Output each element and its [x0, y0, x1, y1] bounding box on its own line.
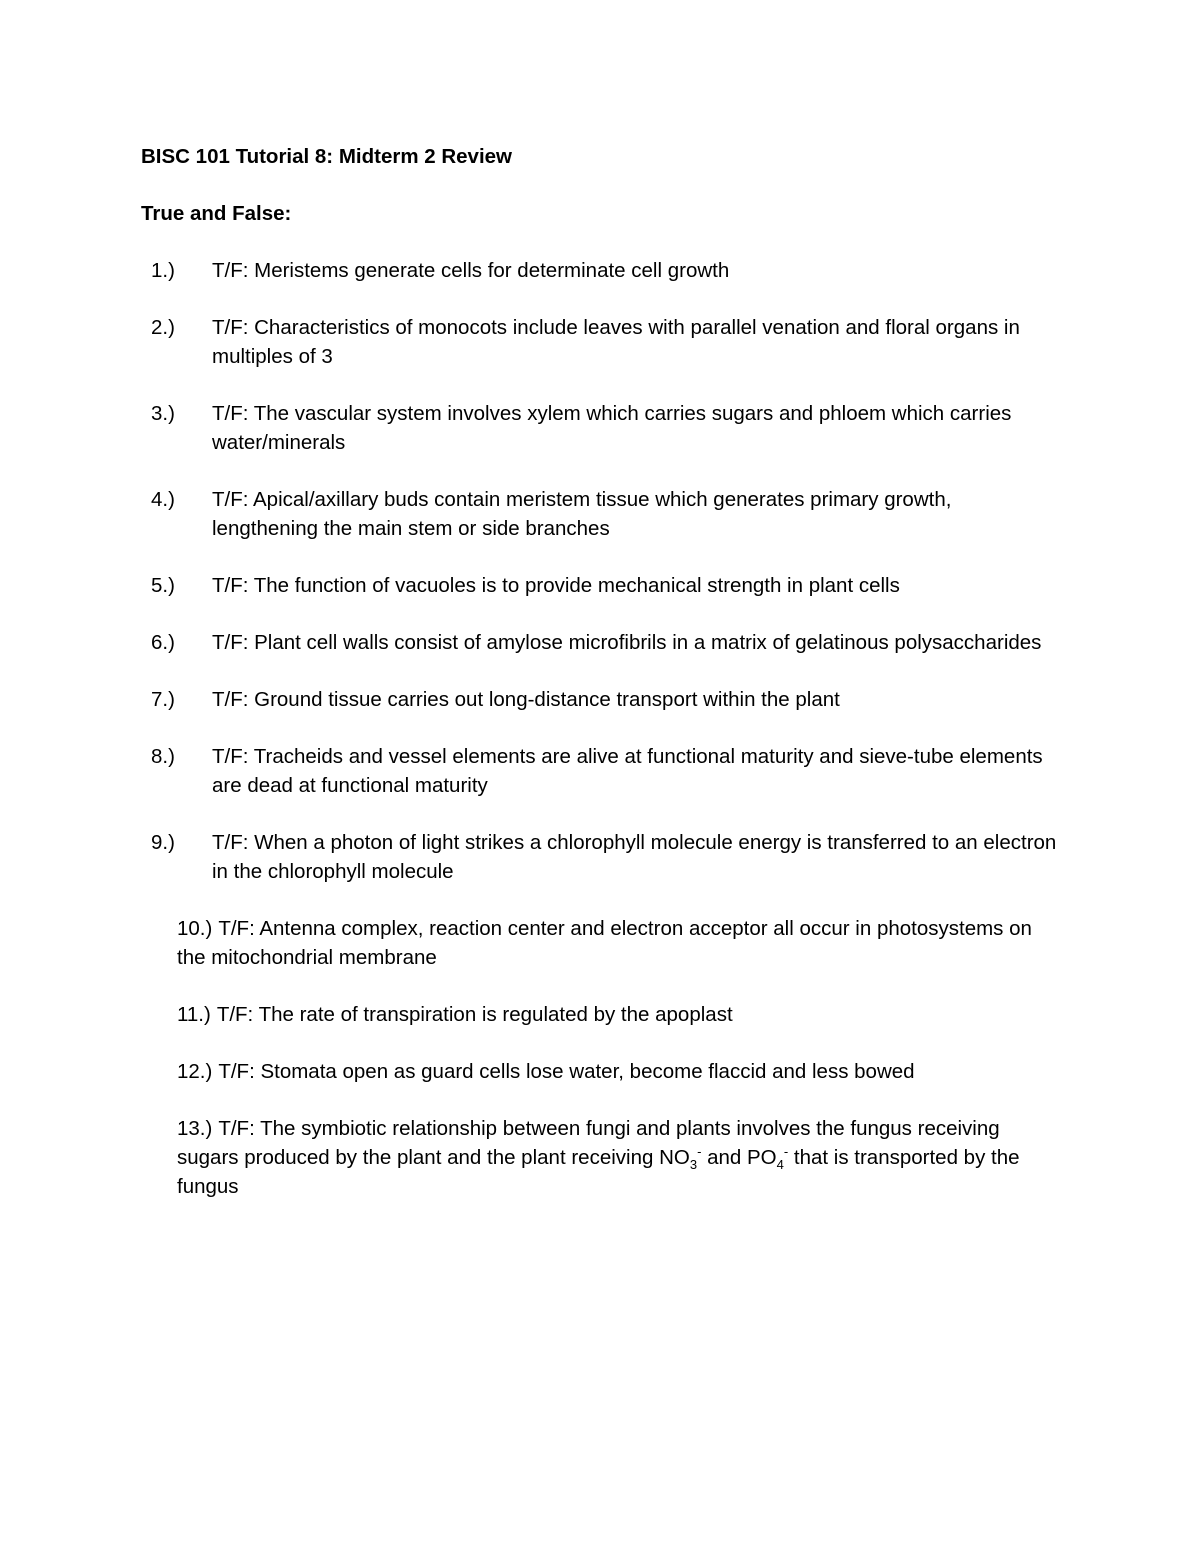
question-item-2 — [141, 313, 1061, 371]
question-number: 9.) — [151, 831, 175, 854]
nitrate-subscript: 3 — [689, 1157, 698, 1173]
question-text: T/F: Tracheids and vessel elements are alive at functional maturity and sieve-tube elements are dead at functional maturity — [212, 745, 1043, 797]
nitrate-charge: - — [697, 1144, 702, 1160]
question-item-1 — [141, 256, 1061, 285]
question-text-part-2: and PO — [701, 1146, 777, 1169]
document-title: BISC 101 Tutorial 8: Midterm 2 Review — [141, 145, 513, 168]
question-number: 11.) — [177, 1003, 211, 1026]
question-item-6 — [141, 628, 1061, 657]
document-page — [141, 142, 1061, 1229]
question-number: 12.) — [177, 1060, 213, 1083]
question-item-7 — [141, 685, 1061, 714]
question-text-part-1: T/F: The symbiotic relationship between fungi and plants involves the fungus receiving sugars produced by the plant and the plant receiving NO — [177, 1117, 1000, 1169]
question-number: 4.) — [151, 488, 175, 511]
question-number: 13.) — [177, 1117, 213, 1140]
question-item-5 — [141, 571, 1061, 600]
question-item-11 — [141, 1000, 1061, 1029]
phosphate-subscript: 4 — [776, 1157, 784, 1173]
question-text: T/F: Antenna complex, reaction center and electron acceptor all occur in photosystems on the mitochondrial membrane — [177, 917, 1032, 969]
question-text: T/F: Ground tissue carries out long-distance transport within the plant — [212, 688, 840, 711]
question-item-13 — [141, 1114, 1061, 1201]
question-text: T/F: Apical/axillary buds contain meristem tissue which generates primary growth, lengthening the main stem or side branches — [212, 488, 952, 540]
question-item-9 — [141, 828, 1061, 886]
question-text: T/F: The vascular system involves xylem which carries sugars and phloem which carries water/minerals — [212, 402, 1012, 454]
question-text: T/F: The function of vacuoles is to provide mechanical strength in plant cells — [212, 574, 900, 597]
question-text: T/F: Plant cell walls consist of amylose microfibrils in a matrix of gelatinous polysaccharides — [212, 631, 1042, 654]
question-number: 5.) — [151, 574, 175, 597]
question-text: T/F: Meristems generate cells for determinate cell growth — [212, 259, 730, 282]
question-text-part-3: that is transported by the fungus — [177, 1146, 1020, 1198]
question-item-4 — [141, 485, 1061, 543]
question-text: T/F: Stomata open as guard cells lose water, become flaccid and less bowed — [218, 1060, 915, 1083]
question-number: 8.) — [151, 745, 175, 768]
phosphate-charge: - — [783, 1144, 789, 1160]
question-number: 3.) — [151, 402, 175, 425]
question-item-10 — [141, 914, 1061, 972]
question-number: 2.) — [151, 316, 175, 339]
question-number: 10.) — [177, 917, 213, 940]
question-number: 1.) — [151, 259, 175, 282]
section-heading: True and False: — [141, 202, 292, 225]
question-item-12 — [141, 1057, 1061, 1086]
question-number: 6.) — [151, 631, 175, 654]
question-number: 7.) — [151, 688, 175, 711]
question-text: T/F: Characteristics of monocots include leaves with parallel venation and floral organs in multiples of 3 — [212, 316, 1020, 368]
question-text: T/F: The rate of transpiration is regulated by the apoplast — [216, 1003, 733, 1026]
question-text: T/F: When a photon of light strikes a chlorophyll molecule energy is transferred to an electron in the chlorophyll molecule — [212, 831, 1057, 883]
question-list — [141, 256, 1061, 1201]
question-item-8 — [141, 742, 1061, 800]
question-item-3 — [141, 399, 1061, 457]
